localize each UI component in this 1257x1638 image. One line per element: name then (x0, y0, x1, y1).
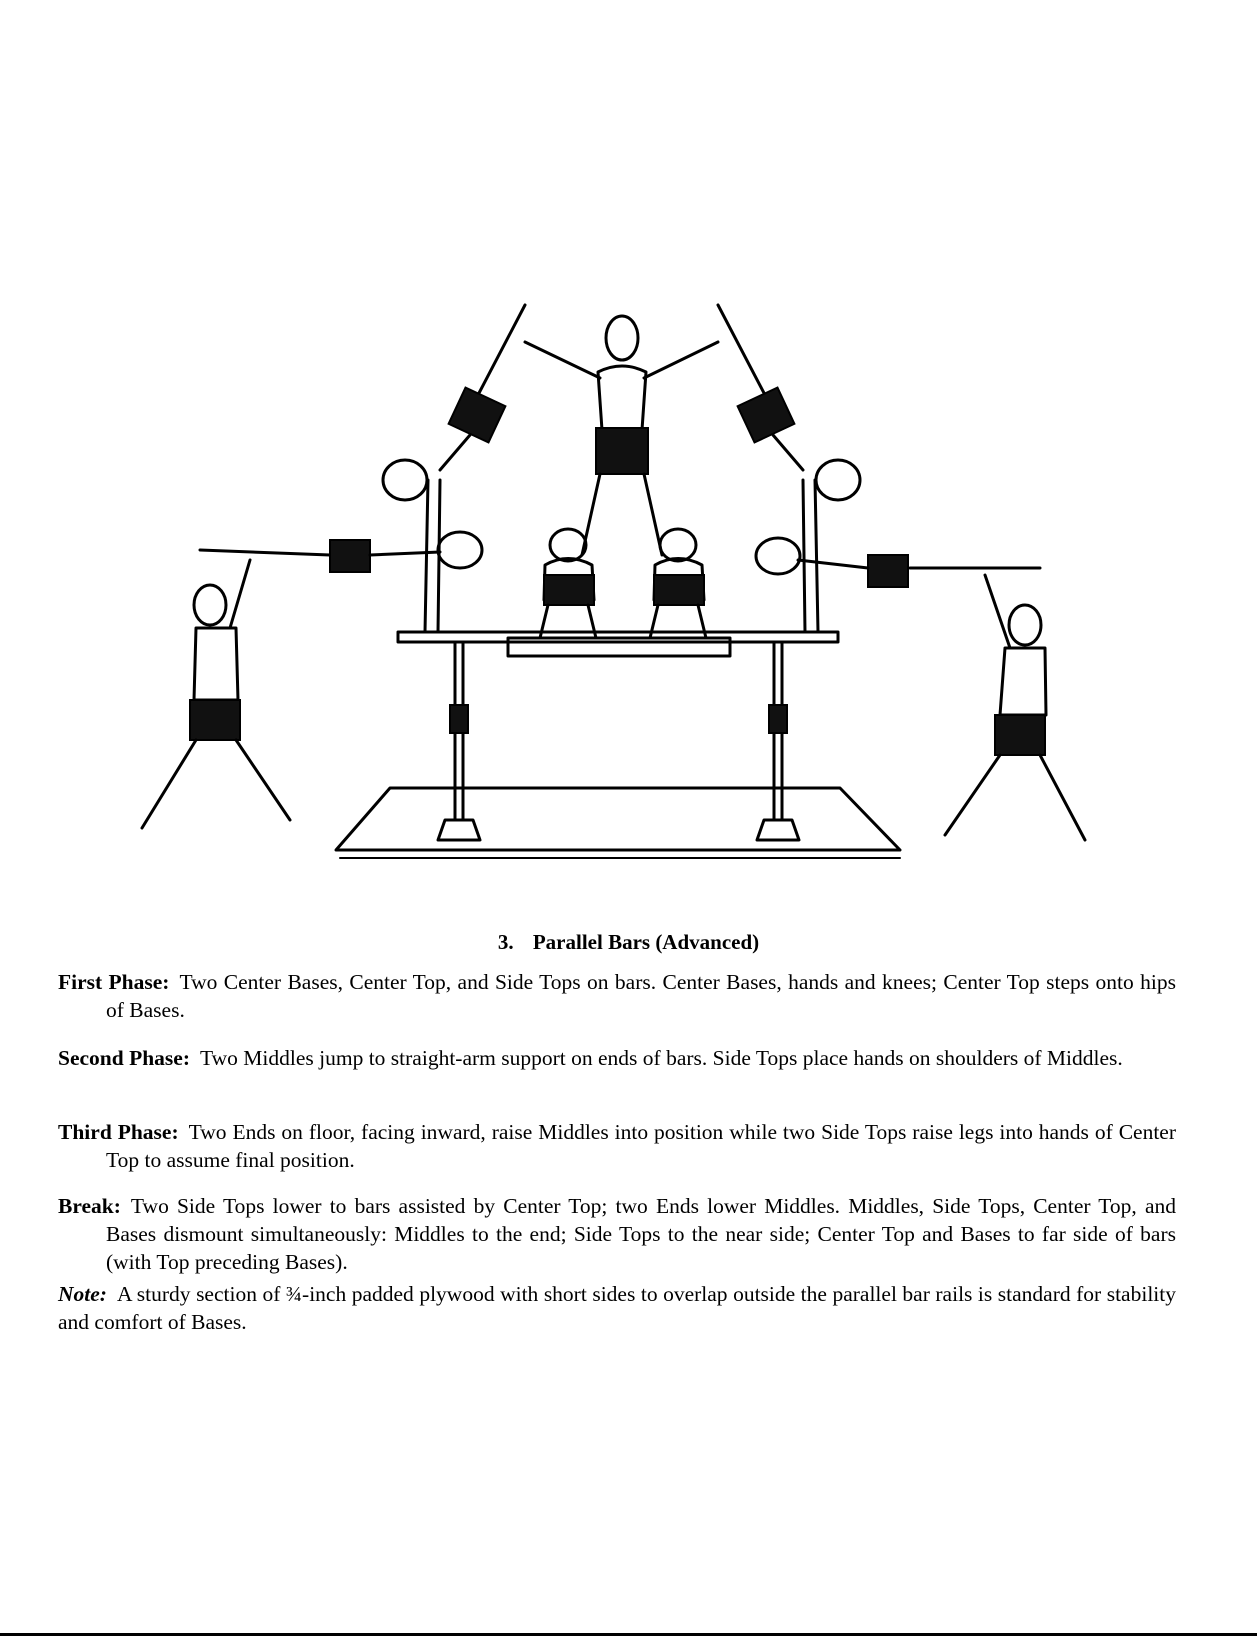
phase-text: Two Ends on floor, facing inward, raise Middles into position while two Side Tops raise legs into hands of Center Top to assume final position. (106, 1120, 1177, 1172)
floor-mat (336, 788, 900, 858)
caption-number: 3. (497, 930, 514, 954)
note-text: A sturdy section of ¾-inch padded plywood with short sides to overlap outside the parallel bar rails is standard for stability and comfort of Bases. (58, 1282, 1176, 1334)
caption-title: Parallel Bars (Advanced) (532, 930, 760, 954)
phase-label: Break: (58, 1194, 121, 1218)
phase-text: Two Side Tops lower to bars assisted by Center Top; two Ends lower Middles. Middles, Side Tops, Center Top, and Bases dismount simultaneously: Middles to the end; Side Tops to the near side; Center Top and Bases to far side of bars (with Top preceding Bases). (106, 1194, 1176, 1274)
phase-label: First Phase: (58, 970, 170, 994)
phase-text: Two Middles jump to straight-arm support on ends of bars. Side Tops place hands on shoulders of Middles. (200, 1046, 1123, 1070)
figure-caption (0, 930, 1257, 955)
third-phase (58, 1118, 1176, 1174)
note (58, 1280, 1176, 1336)
first-phase (58, 968, 1176, 1024)
ends (142, 560, 1085, 840)
phase-text: Two Center Bases, Center Top, and Side Tops on bars. Center Bases, hands and knees; Center Top steps onto hips of Bases. (106, 970, 1176, 1022)
bottom-border (0, 1633, 1257, 1636)
center-top (525, 316, 718, 555)
second-phase (58, 1044, 1176, 1072)
break-phase (58, 1192, 1176, 1276)
phase-label: Second Phase: (58, 1046, 190, 1070)
middles (200, 532, 1040, 587)
note-label: Note: (58, 1282, 107, 1306)
parallel-bars (398, 632, 838, 840)
center-bases (540, 529, 706, 638)
phase-label: Third Phase: (58, 1120, 179, 1144)
